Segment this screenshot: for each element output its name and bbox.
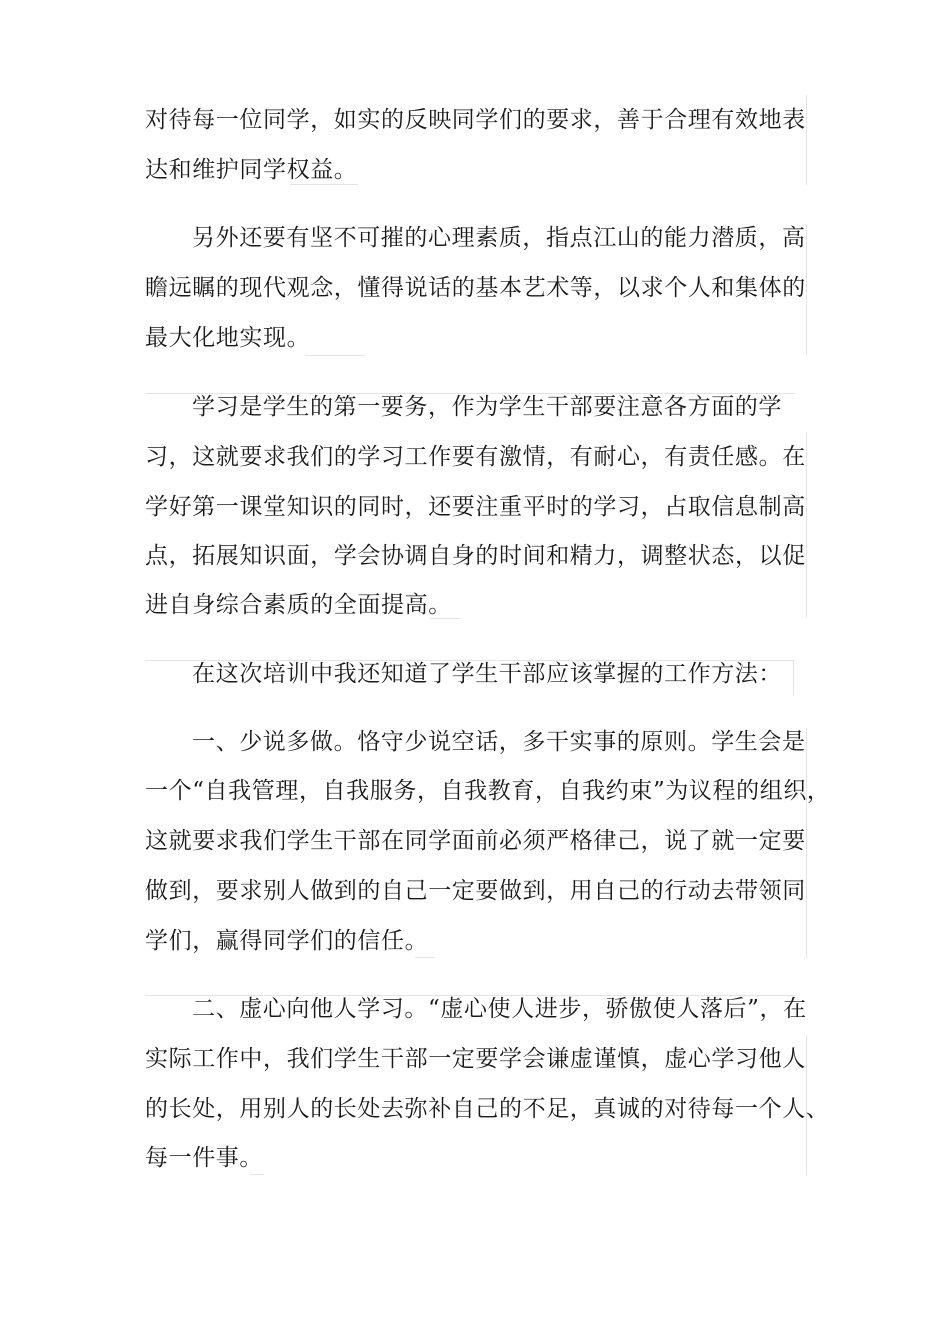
guide-line — [793, 660, 794, 695]
text-line: 学习是学生的第一要务，作为学生干部要注意各方面的学 — [192, 394, 782, 420]
text-line: 习，这就要求我们的学习工作要有激情，有耐心，有责任感。在 — [145, 444, 806, 470]
text-line: 一、少说多做。恪守少说空话，多干实事的原则。学生会是 — [192, 729, 806, 755]
text-line: 做到，要求别人做到的自己一定要做到，用自己的行动去带领同 — [145, 878, 806, 904]
text-line: 每一件事。 — [145, 1145, 263, 1171]
guide-line — [250, 1174, 264, 1175]
text-line: 瞻远瞩的现代观念，懂得说话的基本艺术等，以求个人和集体的 — [145, 275, 806, 301]
text-line: 学好第一课堂知识的同时，还要注重平时的学习，占取信息制高 — [145, 494, 806, 520]
text-line: 的长处，用别人的长处去弥补自己的不足，真诚的对待每一个人、 — [145, 1096, 830, 1122]
guide-line — [806, 728, 807, 958]
text-line: 对待每一位同学，如实的反映同学们的要求，善于合理有效地表 — [145, 107, 806, 133]
guide-line — [415, 957, 435, 958]
text-line: 另外还要有坚不可摧的心理素质，指点江山的能力潜质，高 — [192, 225, 806, 251]
guide-line — [806, 225, 807, 355]
guide-line — [806, 95, 807, 185]
guide-line — [305, 355, 365, 356]
text-line: 学们，赢得同学们的信任。 — [145, 928, 429, 954]
text-line: 进自身综合素质的全面提高。 — [145, 592, 452, 618]
text-line: 实际工作中，我们学生干部一定要学会谦虚谨慎，虚心学习他人 — [145, 1046, 806, 1072]
text-line: 一个“自我管理，自我服务，自我教育，自我约束”为议程的组织， — [145, 778, 831, 804]
text-line: 这就要求我们学生干部在同学面前必须严格律己，说了就一定要 — [145, 828, 806, 854]
text-line: 达和维护同学权益。 — [145, 157, 358, 183]
guide-line — [806, 433, 807, 618]
text-line: 在这次培训中我还知道了学生干部应该掌握的工作方法： — [192, 661, 782, 687]
text-line: 二、虚心向他人学习。“虚心使人进步，骄傲使人落后”，在 — [192, 996, 807, 1022]
text-line: 点，拓展知识面，学会协调自身的时间和精力，调整状态，以促 — [145, 543, 806, 569]
text-line: 最大化地实现。 — [145, 325, 311, 351]
